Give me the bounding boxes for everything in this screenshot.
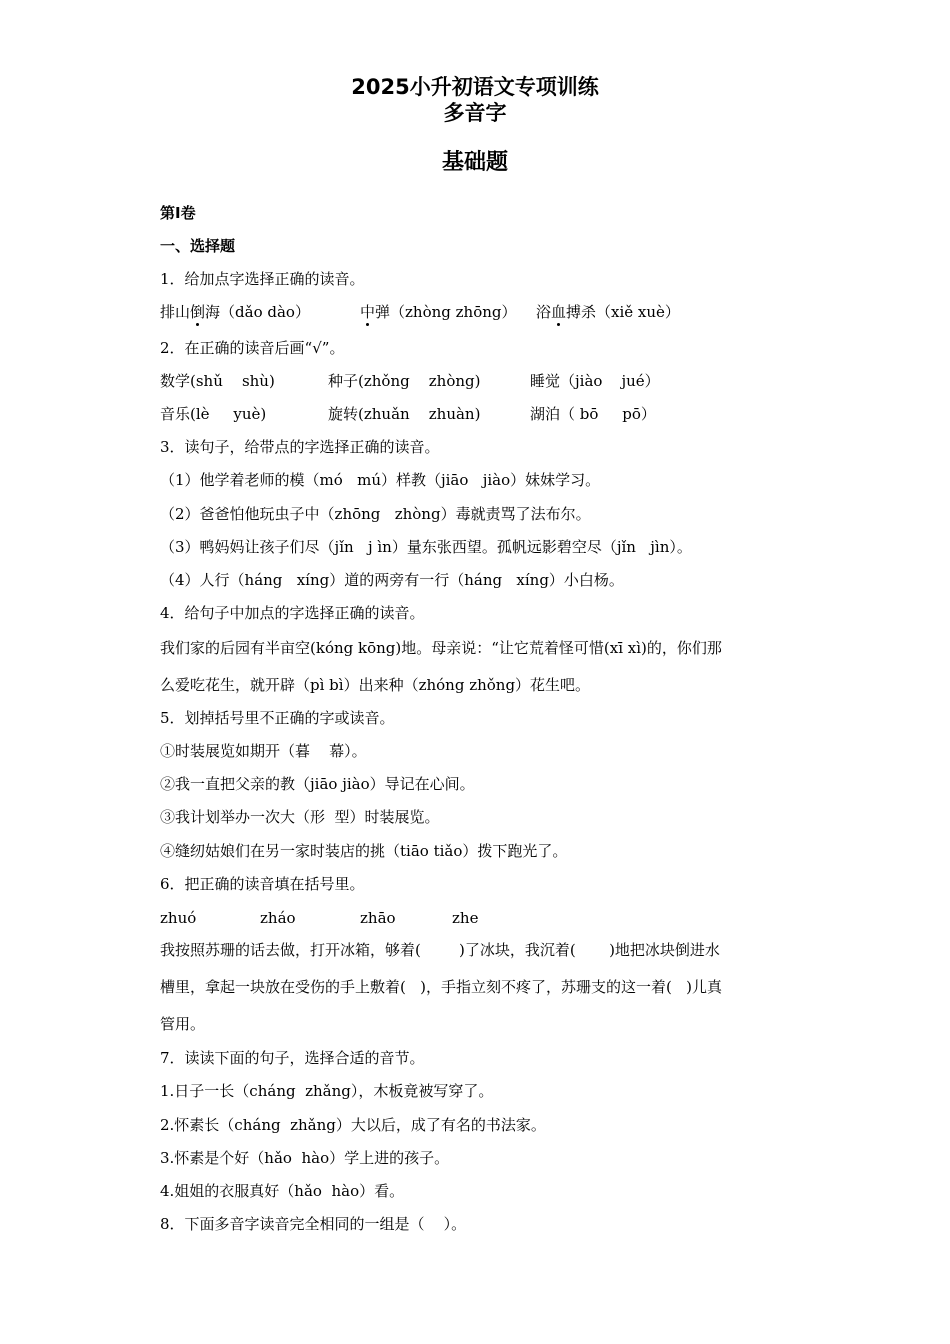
q6-line-3: 管用。	[160, 1015, 206, 1033]
q7-line-1: 1.日子一长（cháng zhǎng），木板竟被写穿了。	[160, 1082, 494, 1100]
q3-line-1: （1）他学着老师的模（mó mú）样教（jiāo jiào）妹妹学习。	[160, 471, 601, 489]
emphasis-dot-char: 中	[360, 303, 376, 321]
q7-line-4: 4.姐姐的衣服真好（hǎo hào）看。	[160, 1182, 405, 1200]
q4-prompt: 4．给句子中加点的字选择正确的读音。	[160, 604, 425, 622]
q3-line-4: （4）人行（háng xíng）道的两旁有一行（háng xíng）小白杨。	[160, 571, 624, 589]
q1-options	[160, 302, 800, 322]
q2-option: 旋转(zhuǎn zhuàn)	[328, 405, 481, 423]
volume-label: 第I卷	[160, 204, 196, 222]
q4-line-1: 我们家的后园有半亩空(kóng kōng)地。母亲说：“让它荒着怪可惜(xī xì)的，你们那	[160, 639, 722, 657]
pinyin-option: zhuó	[160, 909, 197, 927]
q1-item-1: 排山倒海（dǎo dào）	[160, 303, 310, 321]
q3-prompt: 3．读句子，给带点的字选择正确的读音。	[160, 438, 440, 456]
q2-option: 音乐(lè yuè)	[160, 405, 267, 423]
q1-item-3: 浴血搏杀（xiě xuè）	[536, 303, 680, 321]
q8-prompt: 8．下面多音字读音完全相同的一组是（ ）。	[160, 1215, 467, 1233]
pinyin-option: zháo	[260, 909, 296, 927]
q3-line-3: （3）鸭妈妈让孩子们尽（jǐn j ìn）量东张西望。孤帆远影碧空尽（jǐn jìn）。	[160, 538, 692, 556]
q2-row-1	[160, 371, 800, 391]
q5-line-1: ①时装展览如期开（暮 幕）。	[160, 742, 367, 760]
q2-option: 睡觉（jiào jué）	[530, 372, 660, 390]
pinyin-option: zhāo	[360, 909, 396, 927]
q4-line-2: 么爱吃花生，就开辟（pì bì）出来种（zhóng zhǒng）花生吧。	[160, 676, 591, 694]
document-subtitle: 多音字	[443, 101, 507, 125]
q1-prompt: 1．给加点字选择正确的读音。	[160, 270, 365, 288]
q2-option: 种子(zhǒng zhòng)	[328, 372, 481, 390]
q6-prompt: 6．把正确的读音填在括号里。	[160, 875, 365, 893]
pinyin-option: zhe	[452, 909, 479, 927]
q5-line-4: ④缝纫姑娘们在另一家时装店的挑（tiāo tiǎo）拨下跑光了。	[160, 842, 568, 860]
emphasis-dot-char: 血	[551, 303, 567, 321]
level-heading: 基础题	[441, 150, 508, 175]
emphasis-dot-char: 倒	[190, 303, 206, 321]
q5-line-3: ③我计划举办一次大（形 型）时装展览。	[160, 808, 440, 826]
q6-line-1: 我按照苏珊的话去做，打开冰箱，够着( )了冰块，我沉着( )地把冰块倒进水	[160, 941, 720, 959]
q3-line-2: （2）爸爸怕他玩虫子中（zhōng zhòng）毒就责骂了法布尔。	[160, 505, 591, 523]
q2-prompt: 2．在正确的读音后画“√”。	[160, 339, 345, 357]
q2-option: 湖泊（ bō pō）	[530, 405, 656, 423]
q6-line-2: 槽里，拿起一块放在受伤的手上敷着( )，手指立刻不疼了，苏珊支的这一着( )儿真	[160, 978, 723, 996]
document-title: 2025小升初语文专项训练	[351, 75, 599, 99]
q7-prompt: 7．读读下面的句子，选择合适的音节。	[160, 1049, 425, 1067]
q2-option: 数学(shǔ shù)	[160, 372, 275, 390]
q7-line-3: 3.怀素是个好（hǎo hào）学上进的孩子。	[160, 1149, 450, 1167]
q2-row-2	[160, 404, 800, 424]
q7-line-2: 2.怀素长（cháng zhǎng）大以后，成了有名的书法家。	[160, 1116, 546, 1134]
q1-item-2: 中弹（zhòng zhōng）	[360, 303, 517, 321]
q6-options	[160, 908, 800, 928]
q5-line-2: ②我一直把父亲的教（jiāo jiào）导记在心间。	[160, 775, 475, 793]
section-heading: 一、选择题	[160, 237, 236, 255]
q5-prompt: 5．划掉括号里不正确的字或读音。	[160, 709, 395, 727]
